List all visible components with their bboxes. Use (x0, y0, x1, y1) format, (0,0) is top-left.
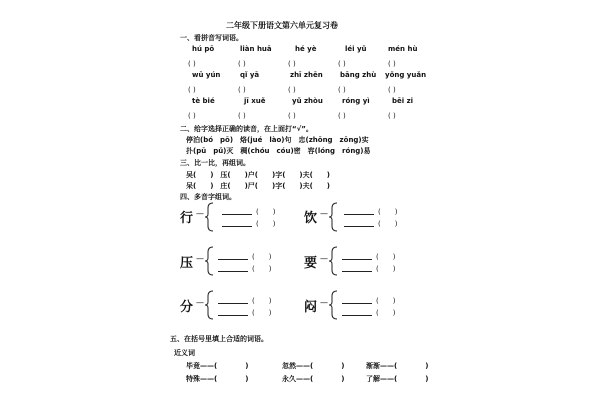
answer-line[interactable] (218, 271, 248, 272)
pinyin-item: yǔ zhòu (292, 97, 323, 105)
pinyin-item: jī xuě (244, 97, 266, 105)
answer-blank[interactable]: ( ) (388, 60, 396, 68)
answer-blank[interactable]: ( ) (252, 253, 272, 261)
answer-blank[interactable]: ( ) (388, 86, 396, 94)
answer-line[interactable] (218, 303, 248, 304)
brace-icon (328, 246, 338, 276)
brace-icon (204, 246, 214, 276)
synonym-item: 渐渐——( ) (366, 362, 429, 370)
answer-blank[interactable]: ( ) (378, 208, 398, 216)
compare-line: 吴( ) 压( )户( )字( )夫( ) (186, 171, 330, 179)
pinyin-item: hé yè (295, 45, 317, 53)
section4-heading: 四、多音字组词。 (180, 193, 236, 201)
polyphone-char: 分 (180, 300, 194, 315)
answer-blank[interactable]: ( ) (388, 112, 396, 120)
answer-line[interactable] (342, 315, 372, 316)
section1-heading: 一、看拼音写词语。 (180, 34, 243, 42)
synonym-item: 了解——( ) (366, 375, 429, 383)
section5-heading: 五、在括号里填上合适的词语。 (170, 335, 268, 343)
pinyin-item: tè bié (192, 97, 215, 105)
pinyin-item: mén hù (388, 45, 418, 53)
answer-blank[interactable]: ( ) (376, 309, 396, 317)
answer-blank[interactable]: ( ) (338, 112, 346, 120)
polyphone-char: 压 (180, 256, 194, 271)
reading-choice-line: 扑(pū pǔ)灭 稠(chóu cóu)密 容(lóng róng)易 (186, 147, 371, 155)
section2-heading: 二、给字选择正确的读音，在上面打“√”。 (180, 125, 313, 133)
answer-line[interactable] (342, 303, 372, 304)
brace-icon (204, 290, 214, 320)
answer-blank[interactable]: ( ) (376, 297, 396, 305)
page-title: 二年级下册语文第六单元复习卷 (226, 21, 338, 30)
pinyin-item: hú pō (192, 45, 215, 53)
answer-blank[interactable]: ( ) (238, 112, 246, 120)
dash: — (196, 298, 204, 307)
answer-line[interactable] (218, 259, 248, 260)
brace-icon (328, 290, 338, 320)
answer-line[interactable] (342, 271, 372, 272)
answer-blank[interactable]: ( ) (338, 86, 346, 94)
section5-subheading: 近义词 (174, 349, 195, 357)
synonym-item: 永久——( ) (282, 375, 345, 383)
polyphone-char: 饮 (304, 211, 318, 226)
brace-icon (204, 202, 214, 232)
answer-blank[interactable]: ( ) (252, 265, 272, 273)
pinyin-item: qǐ yā (240, 71, 260, 79)
answer-blank[interactable]: ( ) (378, 220, 398, 228)
dash: — (320, 298, 328, 307)
polyphone-char: 行 (180, 211, 194, 226)
pinyin-item: léi yǔ (345, 45, 367, 53)
answer-blank[interactable]: ( ) (376, 253, 396, 261)
answer-blank[interactable]: ( ) (238, 86, 246, 94)
answer-line[interactable] (342, 259, 372, 260)
synonym-item: 毕竟——( ) (186, 362, 249, 370)
pinyin-item: wū yún (192, 71, 221, 79)
answer-blank[interactable]: ( ) (288, 86, 296, 94)
answer-line[interactable] (222, 214, 252, 215)
answer-line[interactable] (218, 315, 248, 316)
answer-blank[interactable]: ( ) (252, 309, 272, 317)
synonym-item: 特殊——( ) (186, 375, 249, 383)
answer-blank[interactable]: ( ) (188, 60, 196, 68)
answer-blank[interactable]: ( ) (376, 265, 396, 273)
polyphone-char: 要 (304, 256, 318, 271)
compare-line: 呆( ) 庄( )尸( )字( )夫( ) (186, 182, 330, 190)
synonym-item: 忽然——( ) (282, 362, 345, 370)
pinyin-item: bāng zhù (340, 71, 377, 79)
answer-blank[interactable]: ( ) (256, 208, 276, 216)
polyphone-char: 闷 (304, 300, 318, 315)
answer-blank[interactable]: ( ) (288, 60, 296, 68)
pinyin-item: yǒng yuǎn (385, 71, 427, 79)
reading-choice-line: 停泊(bó pō) 烙(jué lào)句 忠(zhōng zōng)实 (186, 136, 369, 144)
section3-heading: 三、比一比，再组词。 (180, 159, 250, 167)
pinyin-item: liàn huā (240, 45, 272, 53)
pinyin-item: róng yì (342, 97, 370, 105)
dash: — (320, 209, 328, 218)
answer-line[interactable] (344, 226, 374, 227)
dash: — (196, 254, 204, 263)
pinyin-item: zhī zhēn (290, 71, 323, 79)
dash: — (196, 209, 204, 218)
dash: — (320, 254, 328, 263)
brace-icon (328, 202, 338, 232)
answer-blank[interactable]: ( ) (188, 86, 196, 94)
answer-blank[interactable]: ( ) (188, 112, 196, 120)
answer-line[interactable] (222, 226, 252, 227)
answer-blank[interactable]: ( ) (256, 220, 276, 228)
answer-blank[interactable]: ( ) (238, 60, 246, 68)
answer-blank[interactable]: ( ) (252, 297, 272, 305)
pinyin-item: bēi zi (392, 97, 414, 105)
answer-blank[interactable]: ( ) (338, 60, 346, 68)
answer-line[interactable] (344, 214, 374, 215)
answer-blank[interactable]: ( ) (288, 112, 296, 120)
